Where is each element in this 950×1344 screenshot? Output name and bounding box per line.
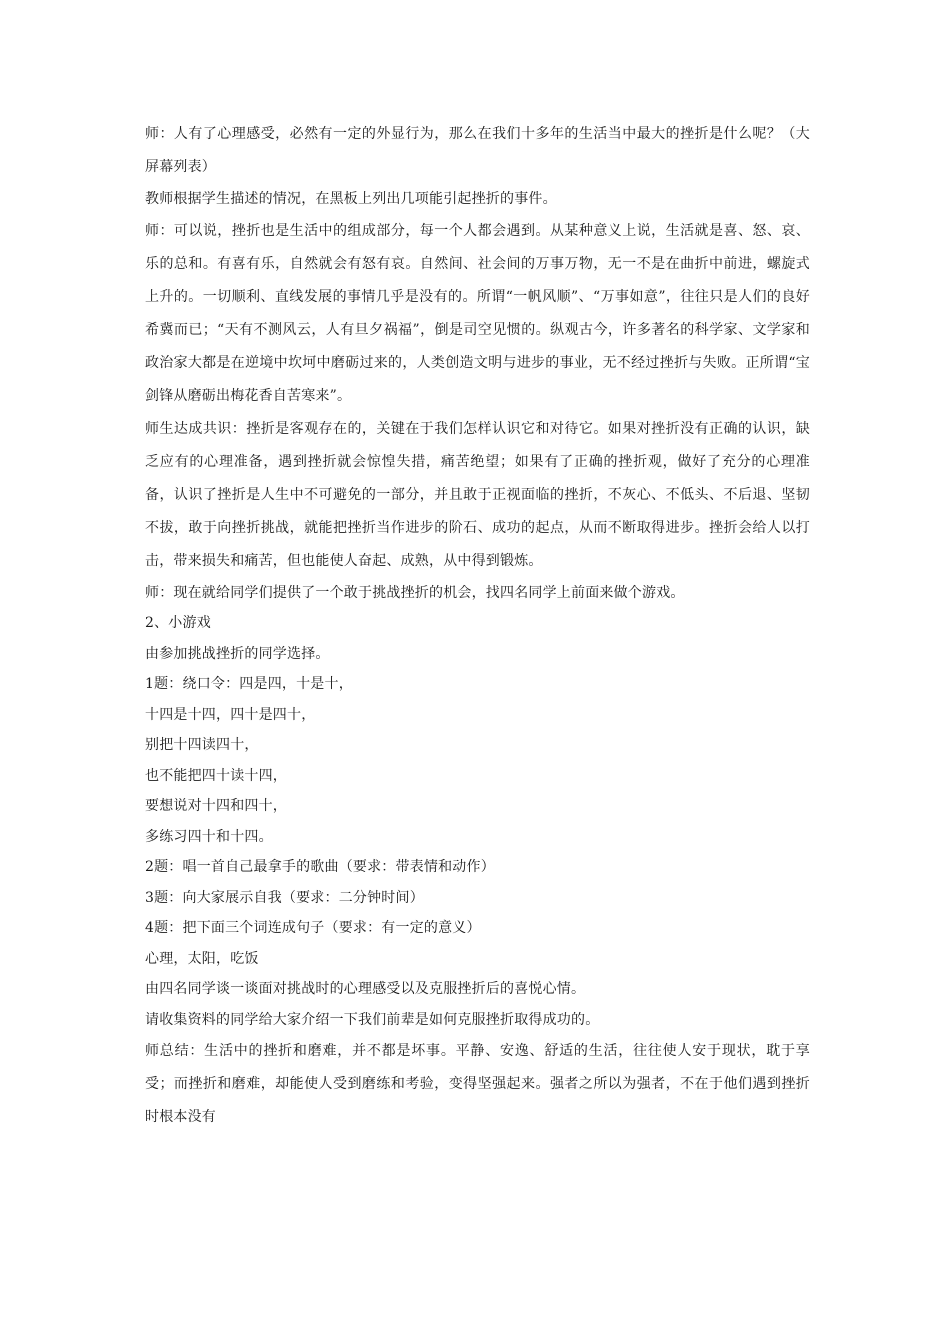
question-1-line-1: 1题：绕口令：四是四，十是十， <box>145 676 353 692</box>
question-3: 3题：向大家展示自我（要求：二分钟时间） <box>145 889 424 906</box>
question-1-line-2: 十四是十四，四十是四十， <box>145 706 316 723</box>
question-1-line-6: 多练习四十和十四。 <box>145 828 273 845</box>
question-2: 2题：唱一首自己最拿手的歌曲（要求：带表情和动作） <box>145 859 495 875</box>
paragraph-game-intro: 师：现在就给同学们提供了一个敢于挑战挫折的机会，找四名同学上前面来做个游戏。 <box>145 584 685 601</box>
paragraph-game-selection: 由参加挑战挫折的同学选择。 <box>145 645 330 662</box>
question-1-line-5: 要想说对十四和四十， <box>145 798 287 814</box>
paragraph-teacher-summary: 师总结：生活中的挫折和磨难，并不都是坏事。平静、安逸、舒适的生活，往往使人安于现状，耽于享受；而挫折和磨难，却能使人受到磨练和考验，变得坚强起来。强者之所以为强者，不在于他们遇到挫折时根本没有 <box>145 1043 810 1125</box>
paragraph-research-share: 请收集资料的同学给大家介绍一下我们前辈是如何克服挫折取得成功的。 <box>145 1011 600 1028</box>
paragraph-teacher-action: 教师根据学生描述的情况，在黑板上列出几项能引起挫折的事件。 <box>145 191 557 207</box>
paragraph-teacher-question: 师：人有了心理感受，必然有一定的外显行为，那么在我们十多年的生活当中最大的挫折是什么呢？（大屏幕列表） <box>145 126 810 175</box>
question-1-line-4: 也不能把四十读十四， <box>145 767 287 784</box>
question-4-words: 心理，太阳，吃饭 <box>145 950 259 967</box>
paragraph-student-feelings: 由四名同学谈一谈面对挑战时的心理感受以及克服挫折后的喜悦心情。 <box>145 981 586 997</box>
section-heading-game: 2、小游戏 <box>145 615 211 631</box>
question-1-line-3: 别把十四读四十， <box>145 737 259 753</box>
paragraph-teacher-explanation: 师：可以说，挫折也是生活中的组成部分，每一个人都会遇到。从某种意义上说，生活就是喜、怒、哀、乐的总和。有喜有乐，自然就会有怒有哀。自然间、社会间的万事万物，无一不是在曲折中前进，螺旋式上升的。一切顺利、直线发展的事情几乎是没有的。所谓“一帆风顺”、“万事如意”，往往只是人们的良好希冀而已；“天有不测风云，人有旦夕祸福”，倒是司空见惯的。纵观古今，许多著名的科学家、文学家和政治家大都是在逆境中坎坷中磨砺过来的，人类创造文明与进步的事业，无不经过挫折与失败。正所谓“宝剑锋从磨砺出梅花香自苦寒来”。 <box>145 222 810 404</box>
question-4: 4题：把下面三个词连成句子（要求：有一定的意义） <box>145 920 481 936</box>
document-body <box>145 118 810 1134</box>
paragraph-consensus: 师生达成共识：挫折是客观存在的，关键在于我们怎样认识它和对待它。如果对挫折没有正确的认识，缺乏应有的心理准备，遇到挫折就会惊惶失措，痛苦绝望；如果有了正确的挫折观，做好了充分的心理准备，认识了挫折是人生中不可避免的一部分，并且敢于正视面临的挫折，不灰心、不低头、不后退、坚韧不拔，敢于向挫折挑战，就能把挫折当作进步的阶石、成功的起点，从而不断取得进步。挫折会给人以打击，带来损失和痛苦，但也能使人奋起、成熟，从中得到锻炼。 <box>145 420 810 569</box>
